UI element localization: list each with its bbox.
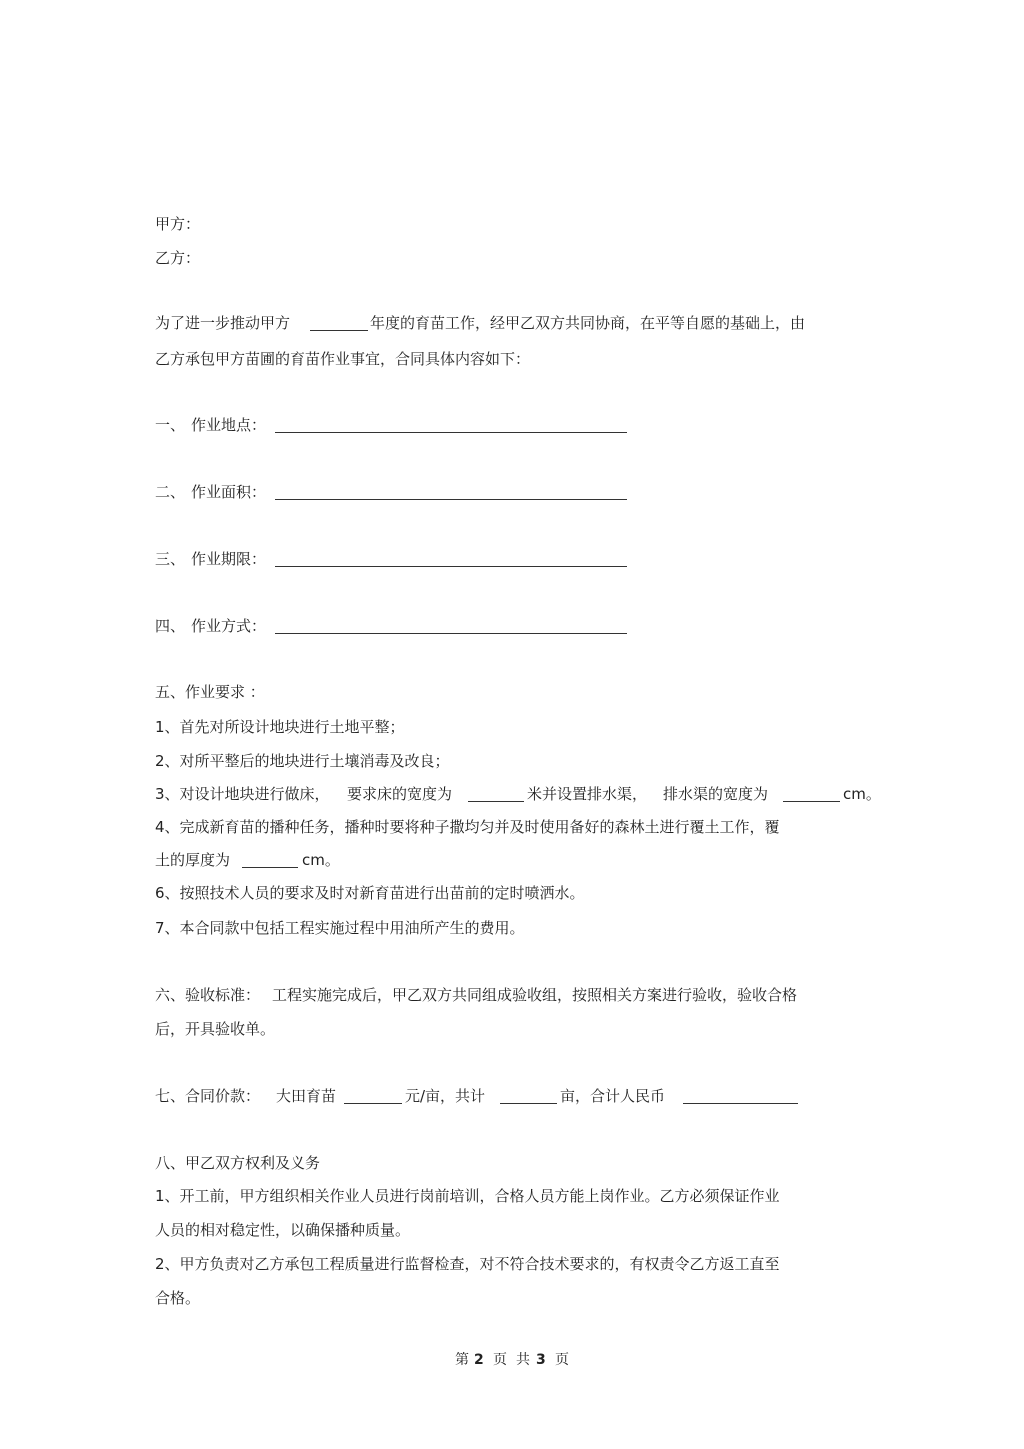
requirement-item-4-unit: cm。	[302, 851, 340, 869]
requirement-item-3-part-a: 3、对设计地块进行做床，	[155, 785, 330, 803]
requirement-item-4-line-1	[0, 817, 1024, 837]
requirement-item-1	[0, 717, 1024, 737]
requirement-item-7	[0, 918, 1024, 938]
rights-item-text: 合格。	[155, 1289, 201, 1307]
intro-text-line-2: 乙方承包甲方苗圃的育苗作业事宜，合同具体内容如下：	[155, 350, 531, 368]
rights-heading-text: 八、甲乙双方权利及义务	[155, 1154, 321, 1172]
price-total-text: 亩，合计人民币	[560, 1087, 666, 1105]
rights-item-1-line-2	[0, 1220, 1024, 1240]
footer-prefix: 第	[455, 1352, 469, 1368]
requirements-heading	[0, 682, 1024, 702]
requirement-item-3-part-b: 要求床的宽度为	[347, 785, 453, 803]
party-b-line	[0, 248, 1024, 268]
section-period	[0, 549, 1024, 569]
section-number: 四、	[155, 617, 186, 635]
rights-item-2-line-1	[0, 1254, 1024, 1274]
bed-width-blank	[468, 786, 524, 802]
party-a-line	[0, 214, 1024, 234]
intro-text-before-blank: 为了进一步推动甲方	[155, 314, 291, 332]
requirement-item-text: 7、本合同款中包括工程实施过程中用油所产生的费用。	[155, 919, 525, 937]
soil-thickness-blank	[242, 852, 298, 868]
method-blank	[275, 618, 627, 634]
year-blank	[310, 315, 368, 331]
location-blank	[275, 417, 627, 433]
acceptance-line-2	[0, 1019, 1024, 1039]
acceptance-line-1	[0, 985, 1024, 1005]
acceptance-text: 后，开具验收单。	[155, 1020, 276, 1038]
unit-price-blank	[344, 1088, 402, 1104]
section-number: 二、	[155, 483, 186, 501]
section-label: 作业期限：	[191, 550, 267, 568]
rights-item-text: 1、开工前，甲方组织相关作业人员进行岗前培训，合格人员方能上岗作业。乙方必须保证作业	[155, 1187, 780, 1205]
requirement-item-4-part-a: 土的厚度为	[155, 851, 231, 869]
price-line	[0, 1086, 1024, 1106]
requirement-item-3-part-c: 米并设置排水渠，	[527, 785, 648, 803]
section-method	[0, 616, 1024, 636]
total-amount-blank	[683, 1088, 798, 1104]
requirement-item-3-unit: cm。	[843, 785, 881, 803]
period-blank	[275, 551, 627, 567]
requirement-item-2	[0, 751, 1024, 771]
requirement-item-text: 2、对所平整后的地块进行土壤消毒及改良；	[155, 752, 450, 770]
requirement-item-text: 6、按照技术人员的要求及时对新育苗进行出苗前的定时喷洒水。	[155, 884, 585, 902]
requirement-item-text: 1、首先对所设计地块进行土地平整；	[155, 718, 405, 736]
section-area	[0, 482, 1024, 502]
rights-item-1-line-1	[0, 1186, 1024, 1206]
rights-item-text: 人员的相对稳定性，以确保播种质量。	[155, 1221, 411, 1239]
requirement-item-4-line-2	[0, 850, 1024, 870]
area-blank	[275, 484, 627, 500]
section-number: 三、	[155, 550, 186, 568]
area-count-blank	[500, 1088, 557, 1104]
footer-total-label: 共	[516, 1352, 530, 1368]
section-location	[0, 415, 1024, 435]
rights-item-2-line-2	[0, 1288, 1024, 1308]
requirement-item-text: 4、完成新育苗的播种任务，播种时要将种子撒均匀并及时使用备好的森林土进行覆土工作，覆	[155, 818, 780, 836]
rights-heading	[0, 1153, 1024, 1173]
requirement-item-3-part-d: 排水渠的宽度为	[663, 785, 769, 803]
price-item-name: 大田育苗	[276, 1087, 337, 1105]
requirements-heading-text: 五、作业要求 ：	[155, 683, 265, 701]
footer-current-page: 2	[474, 1352, 484, 1368]
party-a-label: 甲方：	[155, 215, 201, 233]
section-number: 一、	[155, 416, 186, 434]
footer-page-unit: 页	[555, 1352, 569, 1368]
requirement-item-3	[0, 784, 1024, 804]
intro-line-2	[0, 349, 1024, 369]
footer-total-pages: 3	[536, 1352, 546, 1368]
intro-text-after-blank: 年度的育苗工作，经甲乙双方共同协商，在平等自愿的基础上，由	[370, 314, 806, 332]
acceptance-label: 六、验收标准：	[155, 986, 261, 1004]
rights-item-text: 2、甲方负责对乙方承包工程质量进行监督检查，对不符合技术要求的，有权责令乙方返工直至	[155, 1255, 780, 1273]
section-label: 作业方式：	[191, 617, 267, 635]
requirement-item-6	[0, 883, 1024, 903]
section-label: 作业面积：	[191, 483, 267, 501]
price-label: 七、合同价款：	[155, 1087, 261, 1105]
footer-page-unit: 页	[493, 1352, 507, 1368]
ditch-width-blank	[783, 786, 840, 802]
acceptance-text: 工程实施完成后，甲乙双方共同组成验收组，按照相关方案进行验收，验收合格	[272, 986, 798, 1004]
intro-line-1	[0, 313, 1024, 333]
party-b-label: 乙方：	[155, 249, 201, 267]
price-unit-text: 元/亩，共计	[405, 1087, 486, 1105]
section-label: 作业地点：	[191, 416, 267, 434]
page-footer	[0, 1350, 1024, 1370]
